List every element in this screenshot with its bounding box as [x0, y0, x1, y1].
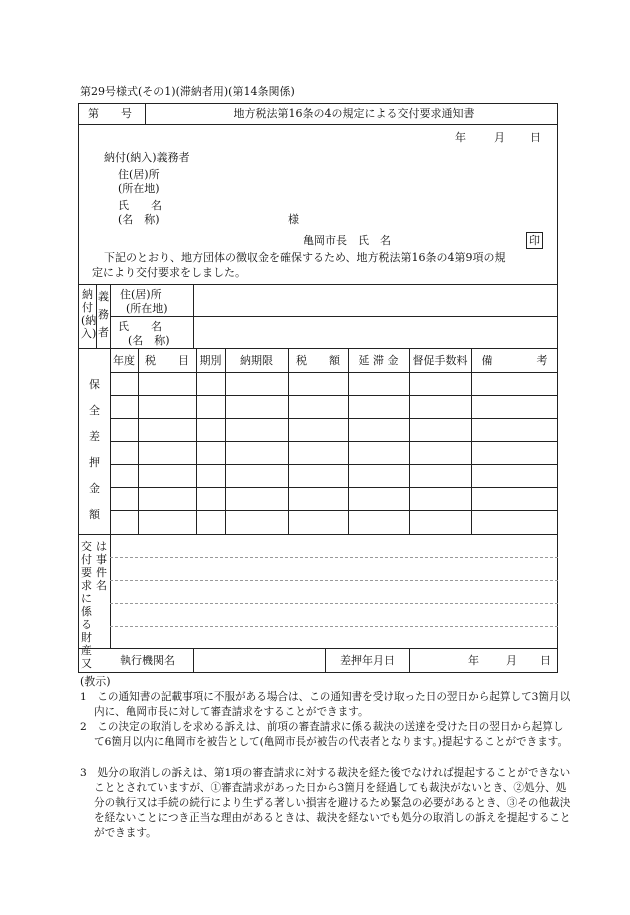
addressee-name-sub: (名 称): [118, 213, 160, 226]
addressee-heading: 納付(納入)義務者: [104, 151, 190, 164]
header-late-fee: 延 滞 金: [358, 354, 399, 367]
instructions-heading: (教示): [80, 675, 111, 688]
form-label: 第29号様式(その1)(滞納者用)(第14条関係): [80, 85, 295, 98]
obligor-side-label-2: 義 務 者: [98, 290, 109, 339]
document-number: 第 号: [88, 107, 132, 120]
date-year: 年: [455, 131, 466, 144]
header-due-date: 納期限: [240, 354, 273, 367]
document-title: 地方税法第16条の4の規定による交付要求通知書: [233, 107, 475, 120]
obligor-name-sub: (名 称): [128, 334, 170, 347]
instruction-item-3: 3 処分の取消しの訴えは、第1項の審査請求に対する裁決を経た後でなければ提起することができないこととされていますが、①審査請求があった日から3箇月を経過しても裁決がないとき、②処分、処分の執行又は手続の続行により生ずる著しい損害を避けるため緊急の必要があるとき、③その他裁決を経ないことにつき正当な理由があるときは、裁決を経ないでも処分の取消しの訴えを提起することができます。: [80, 767, 571, 839]
date-month: 月: [494, 131, 505, 144]
seizure-date-label: 差押年月日: [340, 654, 395, 667]
header-demand-fee: 督促手数料: [412, 354, 468, 367]
obligor-side-label: 納 付 (納 入): [81, 288, 97, 340]
header-period: 期別: [199, 354, 222, 367]
obligor-address-label: 住(居)所: [120, 288, 162, 301]
footer-date-year: 年: [468, 654, 479, 667]
date-day: 日: [530, 131, 541, 144]
header-tax-amount: 税 額: [296, 354, 340, 367]
property-side-label-2: は 事 件 名: [96, 540, 107, 592]
header-remarks: 備 考: [481, 354, 548, 367]
body-text-line2: 定により交付要求をしました。: [92, 266, 246, 279]
addressee-address-label: 住(居)所: [118, 168, 160, 181]
header-tax-item: 税 目: [145, 354, 189, 367]
instruction-item-2: 2 この決定の取消しを求める訴えは、前項の審査請求に係る裁決の送達を受けた日の翌日から起算して6箇月以内に亀岡市を被告として(亀岡市長が被告の代表者となります。)提起することができます。: [80, 721, 569, 748]
footer-date-month: 月: [506, 654, 517, 667]
seizure-side-label: 保 全 差 押 金 額: [89, 378, 100, 521]
obligor-name-label: 氏 名: [118, 320, 162, 333]
body-text-line1: 下記のとおり、地方団体の徴収金を確保するため、地方税法第16条の4第9項の規: [104, 251, 506, 264]
addressee-address-sub: (所在地): [118, 182, 160, 195]
seal-mark: 印: [526, 232, 543, 249]
issuer-label: 亀岡市長 氏 名: [303, 234, 391, 247]
honorific: 様: [288, 213, 299, 226]
footer-date-day: 日: [540, 654, 551, 667]
addressee-name-label: 氏 名: [118, 199, 162, 212]
header-fiscal-year: 年度: [113, 354, 135, 367]
obligor-address-sub: (所在地): [126, 302, 168, 315]
instruction-item-1: 1 この通知書の記載事項に不服がある場合は、この通知書を受け取った日の翌日から起算して3箇月以内に、亀岡市長に対して審査請求をすることができます。: [80, 691, 571, 718]
property-side-label: 交 付 要 求 に 係 る 財 産 又: [81, 540, 92, 670]
executing-agency-label: 執行機関名: [120, 654, 175, 667]
